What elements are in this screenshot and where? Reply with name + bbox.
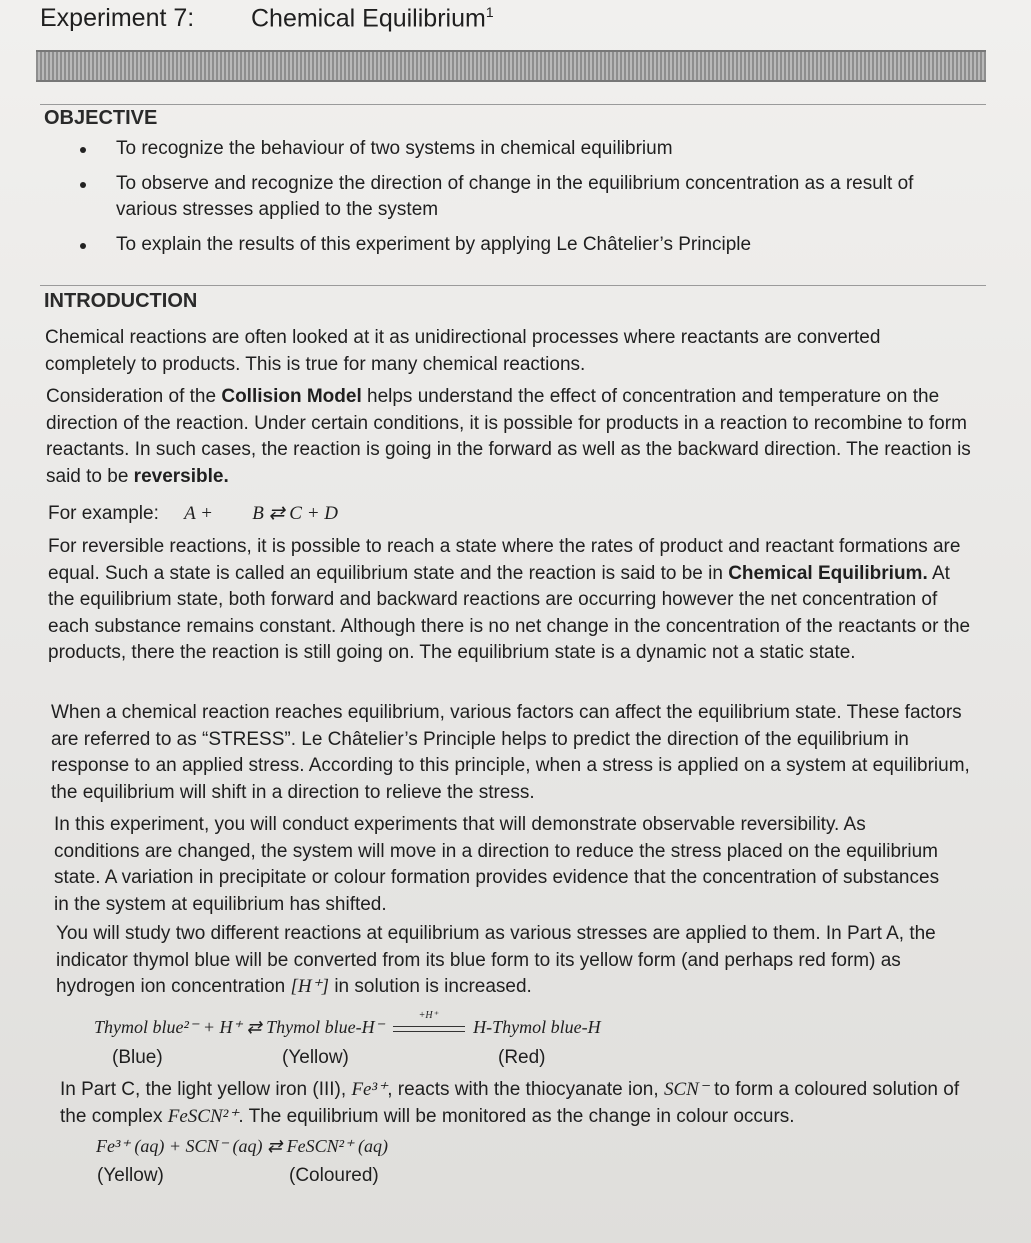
footnote-mark: 1 bbox=[485, 4, 494, 20]
label-yellow-iron: (Yellow) bbox=[97, 1165, 164, 1186]
symbol: FeSCN²⁺ bbox=[167, 1105, 239, 1127]
divider bbox=[40, 104, 986, 105]
label-blue: (Blue) bbox=[112, 1047, 163, 1068]
text-run: helps understand the effect of concentration and temperature on the direction of the reaction. Under certain conditions, it is possible for products in a reaction to recombine to form reactants. In such cases, the reaction is going in the forward as well as the backward direction. The reaction is said to be bbox=[46, 386, 971, 487]
equation-iron: Fe³⁺ (aq) + SCN⁻ (aq) ⇄ FeSCN²⁺ (aq) bbox=[96, 1136, 388, 1156]
symbol: [H⁺] bbox=[290, 976, 330, 997]
objective-item: To explain the results of this experiment by applying Le Châtelier’s Principle bbox=[76, 232, 986, 258]
symbol: SCN⁻ bbox=[663, 1079, 709, 1100]
example-line bbox=[48, 501, 338, 527]
example-eq-b: B ⇄ C + D bbox=[252, 503, 339, 524]
intro-paragraph-6 bbox=[56, 921, 976, 1001]
equation-part: Thymol blue²⁻ + H⁺ ⇄ Thymol blue-H⁻ bbox=[94, 1017, 385, 1037]
objective-item: To observe and recognize the direction of change in the equilibrium concentration as a result of various stresses applied to the system bbox=[76, 171, 986, 223]
equilibrium-arrow-icon bbox=[393, 1009, 465, 1036]
title-bar bbox=[0, 0, 1031, 42]
intro-paragraph-3 bbox=[48, 534, 978, 667]
text-run: in solution is increased. bbox=[329, 976, 532, 997]
experiment-number: Experiment 7: bbox=[40, 4, 195, 32]
text-run: In Part C, the light yellow iron (III), bbox=[60, 1079, 352, 1100]
label-red: (Red) bbox=[498, 1047, 546, 1068]
bold-term: reversible. bbox=[133, 465, 229, 487]
experiment-title bbox=[251, 4, 494, 33]
text-run: Consideration of the bbox=[46, 386, 222, 407]
intro-paragraph-7 bbox=[60, 1077, 960, 1130]
example-eq-a: A + bbox=[184, 503, 213, 524]
text-run: to form a coloured solution of the complex bbox=[60, 1079, 960, 1127]
label-yellow: (Yellow) bbox=[282, 1047, 349, 1068]
divider bbox=[40, 285, 986, 286]
text-run: You will study two different reactions at equilibrium as various stresses are applied to them. In Part A, the indicator thymol blue will be converted from its blue form to its yellow form (and perhaps red form) as hydrogen ion concentration bbox=[56, 923, 936, 997]
objective-item: To recognize the behaviour of two systems in chemical equilibrium bbox=[76, 136, 986, 162]
text-run: . The equilibrium will be monitored as the change in colour occurs. bbox=[238, 1105, 795, 1127]
arrow-tag: +H⁺ bbox=[418, 1009, 438, 1021]
equation-part: H-Thymol blue-H bbox=[473, 1017, 601, 1037]
text-run: At the equilibrium state, both forward and backward reactions are occurring however the net concentration of each substance remains constant. Although there is no net change in the concentration of the reactants or the products, there the reaction is still going on. The equilibrium state is a dynamic not a static state. bbox=[48, 562, 971, 663]
example-label: For example: bbox=[48, 503, 159, 524]
introduction-heading: INTRODUCTION bbox=[44, 290, 198, 312]
title-text: Chemical Equilibrium bbox=[251, 4, 486, 33]
objective-list bbox=[76, 136, 986, 267]
label-coloured: (Coloured) bbox=[289, 1165, 379, 1186]
intro-paragraph-5: In this experiment, you will conduct experiments that will demonstrate observable reversibility. As conditions are changed, the system will move in a direction to reduce the stress placed on the equilibrium state. A variation in precipitate or colour formation provides evidence that the concentration of substances in the system at equilibrium has shifted. bbox=[54, 814, 940, 915]
text-run: , reacts with the thiocyanate ion, bbox=[387, 1079, 664, 1100]
intro-paragraph-2 bbox=[46, 384, 981, 490]
intro-paragraph-1: Chemical reactions are often looked at it as unidirectional processes where reactants are converted completely to products. This is true for many chemical reactions. bbox=[45, 327, 881, 375]
bold-term: Chemical Equilibrium. bbox=[728, 562, 928, 584]
symbol: Fe³⁺ bbox=[351, 1079, 388, 1100]
intro-paragraph-4: When a chemical reaction reaches equilibrium, various factors can affect the equilibrium state. These factors are referred to as “STRESS”. Le Châtelier’s Principle helps to predict the direction of the equilibrium in response to an applied stress. According to this principle, when a stress is applied on a system at equilibrium, the equilibrium will shift in a direction to relieve the stress. bbox=[51, 702, 970, 803]
equation-thymol bbox=[94, 1009, 601, 1038]
decorative-band bbox=[36, 50, 986, 82]
text-run: For reversible reactions, it is possible to reach a state where the rates of product and reactant formations are equal. Such a state is called an equilibrium state and the reaction is said to be in bbox=[48, 536, 961, 584]
objective-heading: OBJECTIVE bbox=[44, 107, 158, 129]
bold-term: Collision Model bbox=[221, 386, 362, 407]
